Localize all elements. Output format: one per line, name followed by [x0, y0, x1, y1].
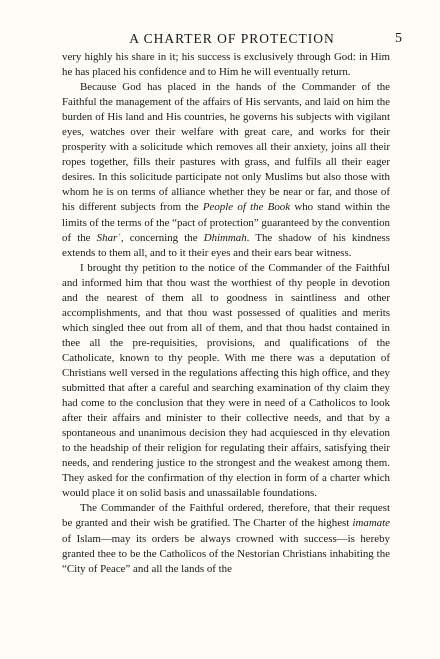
paragraph-2-text-e: , concerning the	[120, 231, 204, 244]
running-head: A CHARTER OF PROTECTION	[129, 31, 335, 46]
page-header	[62, 31, 402, 47]
paragraph-2-text-a: Because God has placed in the hands of the Commander of the Faithful the management of the affairs of His servants, and laid on him the burden of His land and His countries, he governs his subjects with vigilant eyes, watches over their welfare with great care, and works for their prosperity with a solicitude which removes all their anxiety, joins all their ropes together, fills their pastures with grass, and fulfils all their eager desires. In this solicitude participate not only Muslims but also those with whom he is on terms of alliance whether they be near or far, and those of his different subjects from the	[62, 81, 390, 214]
paragraph-4	[62, 501, 390, 576]
paragraph-2-text-g: . The shadow of his kindness extends to them all, and to it their eyes and their ears bear witness.	[62, 231, 390, 259]
body-text	[62, 50, 390, 577]
paragraph-2-term-shar: Sharʿ	[96, 231, 121, 244]
paragraph-4-text-a: The Commander of the Faithful ordered, therefore, that their request be granted and their wish be gratified. The Charter of the highest	[62, 502, 390, 530]
paragraph-2-text-c: who stand within the limits of the terms of the “pact of protection” guaranteed by the convention of the	[62, 201, 390, 244]
paragraph-2	[62, 80, 390, 261]
page-number: 5	[395, 31, 402, 46]
paragraph-3: I brought thy petition to the notice of the Commander of the Faithful and informed him that thou wast the worthiest of thy people in devotion and the nearest of them all to goodness in saintliness and other accomplishments, and that thou wast possessed of qualities and merits which singled thee out from all of them, and that thou hadst contained in thee all the pre-requisities, provisions, and qualifications of the Catholicate, known to thy people. With me there was a deputation of Christians well versed in the regulations affecting this high office, and they submitted that after a careful and searching examination of thy claim they had come to the conclusion that they were in need of a Catholicos to look after their affairs and minister to their collective needs, and that by a spontaneous and unanimous decision they had acquiesced in thy elevation to the headship of their religion for regulating their affairs, satisfying their needs, and rendering justice to the strongest and the weakest among them. They asked for the confirmation of thy election in form of a charter which would place it on solid basis and unassailable foundations.	[62, 261, 390, 500]
paragraph-1: very highly his share in it; his success is exclusively through God: in Him he has placed his confidence and to Him he will eventually return.	[62, 51, 390, 79]
paragraph-4-text-c: of Islam—may its orders be always crowned with success—is hereby granted thee to be the Catholicos of the Nestorian Christians inhabiting the “City of Peace” and all the lands of the	[62, 532, 390, 575]
paragraph-2-term-dhimmah: Dhimmah	[203, 231, 247, 244]
paragraph-4-term-imamate: imamate	[352, 517, 390, 530]
paragraph-2-term-people-of-the-book: People of the Book	[202, 201, 291, 214]
